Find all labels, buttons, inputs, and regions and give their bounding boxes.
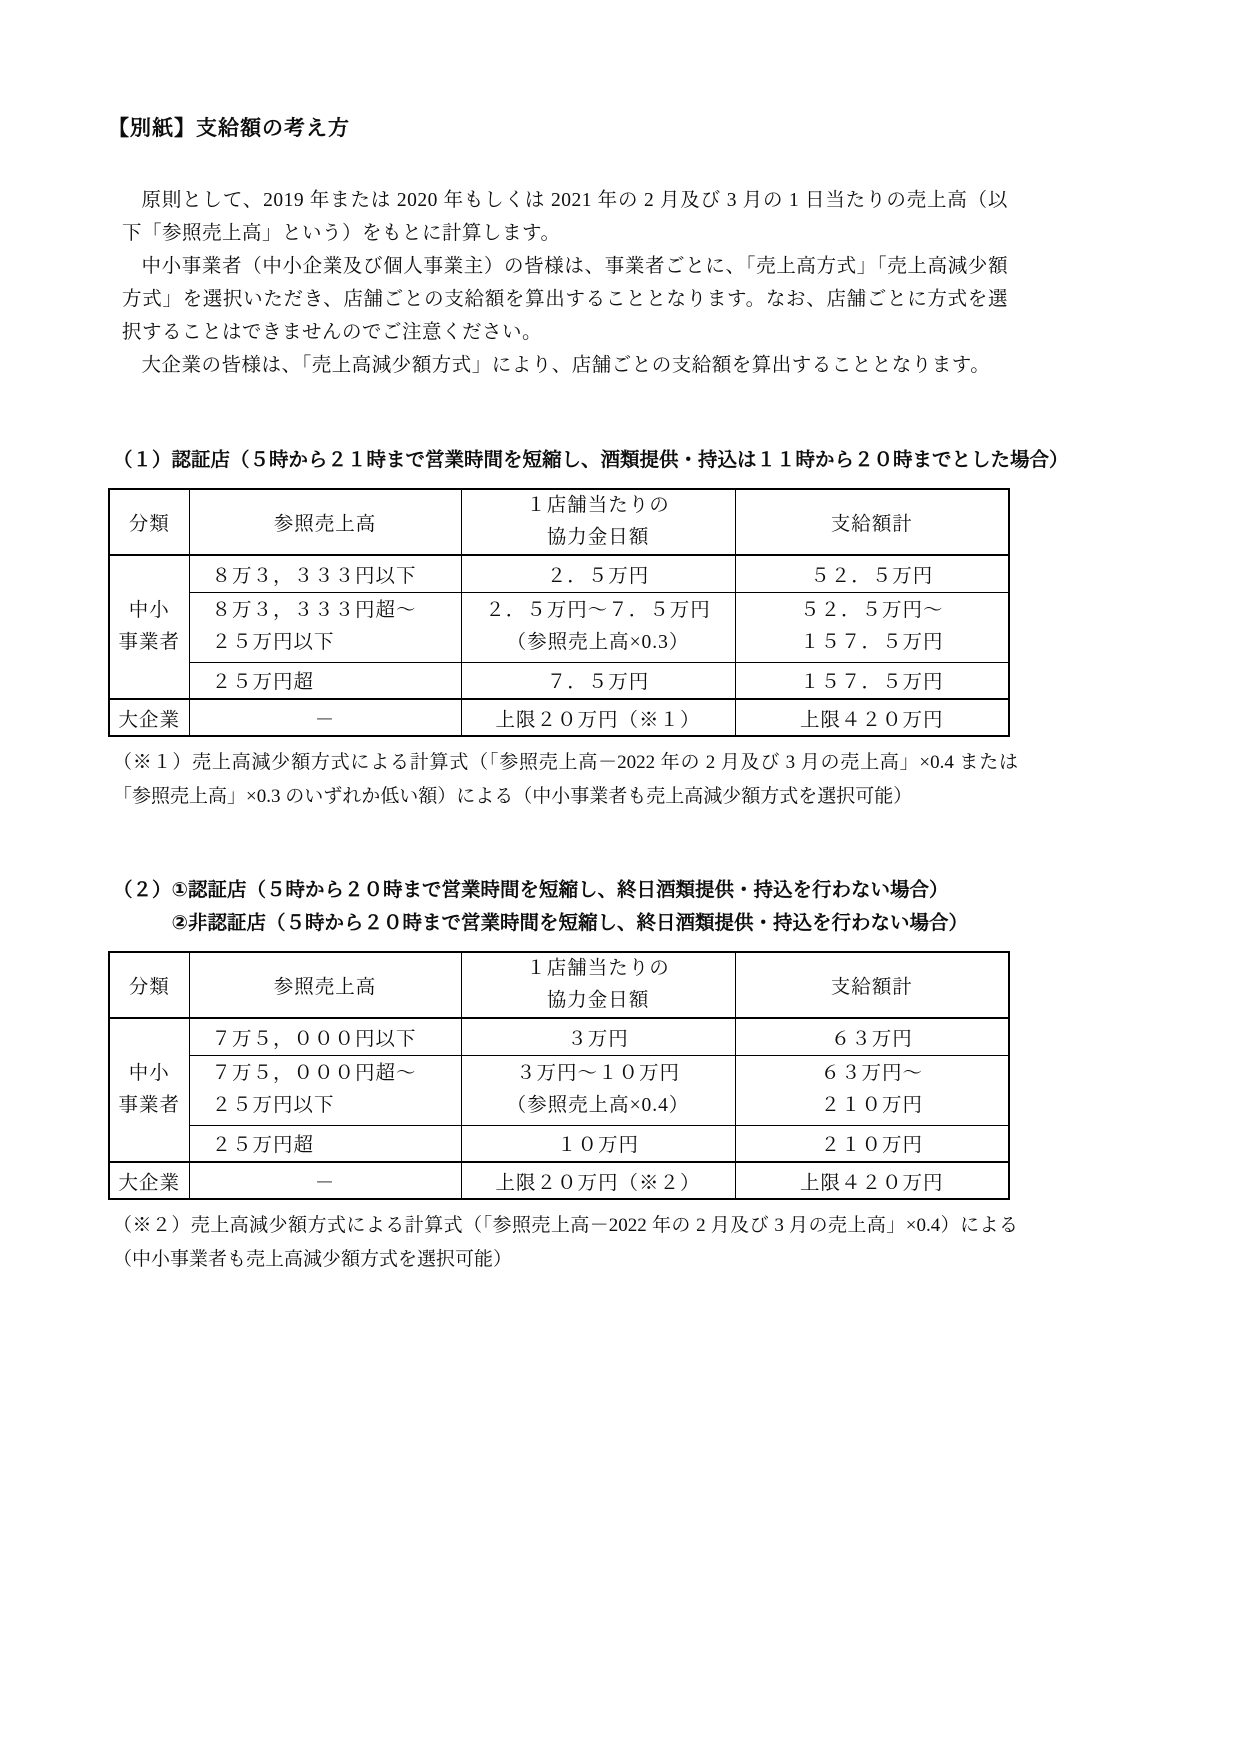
table1-r2-total bbox=[735, 592, 1009, 662]
table1-row-1 bbox=[109, 555, 1009, 592]
table2-header-category: 分類 bbox=[109, 952, 189, 1018]
table2-row-large-enterprise bbox=[109, 1162, 1009, 1199]
section1-table bbox=[108, 488, 1010, 737]
table2-header-daily-amount bbox=[461, 952, 735, 1018]
table2-header-total: 支給額計 bbox=[735, 952, 1009, 1018]
table2-row-2 bbox=[109, 1055, 1009, 1125]
table1-r4-sales: － bbox=[189, 699, 461, 736]
table2-r2-total-line2: ２１０万円 bbox=[820, 1095, 923, 1116]
intro-paragraph-3: 大企業の皆様は、「売上高減少額方式」により、店舗ごとの支給額を算出することとなります。 bbox=[141, 355, 991, 376]
table1-r1-daily: ２．５万円 bbox=[461, 555, 735, 592]
table1-r2-sales bbox=[189, 592, 461, 662]
table1-row-3 bbox=[109, 662, 1009, 699]
table1-header-total: 支給額計 bbox=[735, 489, 1009, 555]
section2-table bbox=[108, 951, 1010, 1200]
table1-r2-sales-line2: ２５万円以下 bbox=[211, 632, 335, 653]
section1-heading: （１）認証店（５時から２１時まで営業時間を短縮し、酒類提供・持込は１１時から２０時までとした場合） bbox=[113, 449, 1069, 471]
table2-r4-total: 上限４２０万円 bbox=[735, 1162, 1009, 1199]
section1-footnote: （※１）売上高減少額方式による計算式（「参照売上高－2022 年の 2 月及び 3 月の売上高」×0.4 または「参照売上高」×0.3 のいずれか低い額）による（中小事業者も売上高減少額方式を選択可能） bbox=[113, 752, 1018, 807]
table1-row-2 bbox=[109, 592, 1009, 662]
table2-r2-daily-line1: ３万円～１０万円 bbox=[515, 1063, 680, 1084]
table2-r2-daily bbox=[461, 1055, 735, 1125]
group-label-line1: 中小 bbox=[128, 600, 170, 621]
table1-header-sales: 参照売上高 bbox=[189, 489, 461, 555]
table1-r2-daily bbox=[461, 592, 735, 662]
table2-r3-daily: １０万円 bbox=[461, 1125, 735, 1162]
table2-row-3 bbox=[109, 1125, 1009, 1162]
intro-paragraph-2: 中小事業者（中小企業及び個人事業主）の皆様は、事業者ごとに、「売上高方式」「売上高減少額方式」を選択いただき、店舗ごとの支給額を算出することとなります。なお、店舗ごとに方式を選択することはできませんのでご注意ください。 bbox=[122, 256, 1008, 343]
table2-r2-sales-line1: ７万５，０００円超～ bbox=[211, 1063, 417, 1084]
table1-group-small-business bbox=[109, 555, 189, 699]
table2-header-daily-line1: １店舗当たりの bbox=[526, 958, 670, 979]
table1-r3-daily: ７．５万円 bbox=[461, 662, 735, 699]
section2-heading-line2: ②非認証店（５時から２０時まで営業時間を短縮し、終日酒類提供・持込を行わない場合） bbox=[171, 912, 969, 934]
table1-r2-total-line1: ５２．５万円～ bbox=[799, 600, 944, 621]
table1-r2-total-line2: １５７．５万円 bbox=[799, 632, 944, 653]
table2-r1-total: ６３万円 bbox=[735, 1018, 1009, 1055]
intro-text bbox=[122, 184, 1008, 382]
table1-r4-daily: 上限２０万円（※１） bbox=[461, 699, 735, 736]
table2-row-1 bbox=[109, 1018, 1009, 1055]
table2-r1-daily: ３万円 bbox=[461, 1018, 735, 1055]
group-label-line2: 事業者 bbox=[118, 632, 180, 653]
table2-r2-total bbox=[735, 1055, 1009, 1125]
table2-r3-sales: ２５万円超 bbox=[189, 1125, 461, 1162]
table2-r4-daily: 上限２０万円（※２） bbox=[461, 1162, 735, 1199]
table2-r4-sales: － bbox=[189, 1162, 461, 1199]
table1-r2-daily-line1: ２．５万円～７．５万円 bbox=[485, 600, 711, 621]
intro-paragraph-1: 原則として、2019 年または 2020 年もしくは 2021 年の 2 月及び 3 月の 1 日当たりの売上高（以下「参照売上高」という）をもとに計算します。 bbox=[122, 190, 1008, 244]
table2-group-small-business bbox=[109, 1018, 189, 1162]
table2-header-sales: 参照売上高 bbox=[189, 952, 461, 1018]
group-label-line2: 事業者 bbox=[118, 1095, 180, 1116]
table2-r1-sales: ７万５，０００円以下 bbox=[189, 1018, 461, 1055]
table1-r1-total: ５２．５万円 bbox=[735, 555, 1009, 592]
table1-header-daily-amount bbox=[461, 489, 735, 555]
section2-footnote: （※２）売上高減少額方式による計算式（「参照売上高－2022 年の 2 月及び 3 月の売上高」×0.4）による（中小事業者も売上高減少額方式を選択可能） bbox=[113, 1215, 1018, 1270]
table2-r2-sales-line2: ２５万円以下 bbox=[211, 1095, 335, 1116]
table2-r2-total-line1: ６３万円～ bbox=[820, 1063, 923, 1084]
table2-header-daily-line2: 協力金日額 bbox=[546, 990, 650, 1011]
group-label-line1: 中小 bbox=[128, 1063, 170, 1084]
table1-r4-total: 上限４２０万円 bbox=[735, 699, 1009, 736]
table1-header-category: 分類 bbox=[109, 489, 189, 555]
table2-r2-daily-line2: （参照売上高×0.4） bbox=[506, 1095, 690, 1116]
table2-r3-total: ２１０万円 bbox=[735, 1125, 1009, 1162]
table2-r4-category: 大企業 bbox=[109, 1162, 189, 1199]
table1-header-daily-line2: 協力金日額 bbox=[546, 527, 650, 548]
table2-r2-sales bbox=[189, 1055, 461, 1125]
section2-heading-line1: （２）①認証店（５時から２０時まで営業時間を短縮し、終日酒類提供・持込を行わない場合） bbox=[113, 879, 949, 901]
table1-row-large-enterprise bbox=[109, 699, 1009, 736]
table1-r2-daily-line2: （参照売上高×0.3） bbox=[506, 632, 690, 653]
table1-r3-total: １５７．５万円 bbox=[735, 662, 1009, 699]
table1-r3-sales: ２５万円超 bbox=[189, 662, 461, 699]
table1-r1-sales: ８万３，３３３円以下 bbox=[189, 555, 461, 592]
table1-r2-sales-line1: ８万３，３３３円超～ bbox=[211, 600, 417, 621]
table1-header-row bbox=[109, 489, 1009, 555]
table1-header-daily-line1: １店舗当たりの bbox=[526, 495, 670, 516]
page-title: 【別紙】支給額の考え方 bbox=[108, 117, 350, 140]
table1-r4-category: 大企業 bbox=[109, 699, 189, 736]
table2-header-row bbox=[109, 952, 1009, 1018]
